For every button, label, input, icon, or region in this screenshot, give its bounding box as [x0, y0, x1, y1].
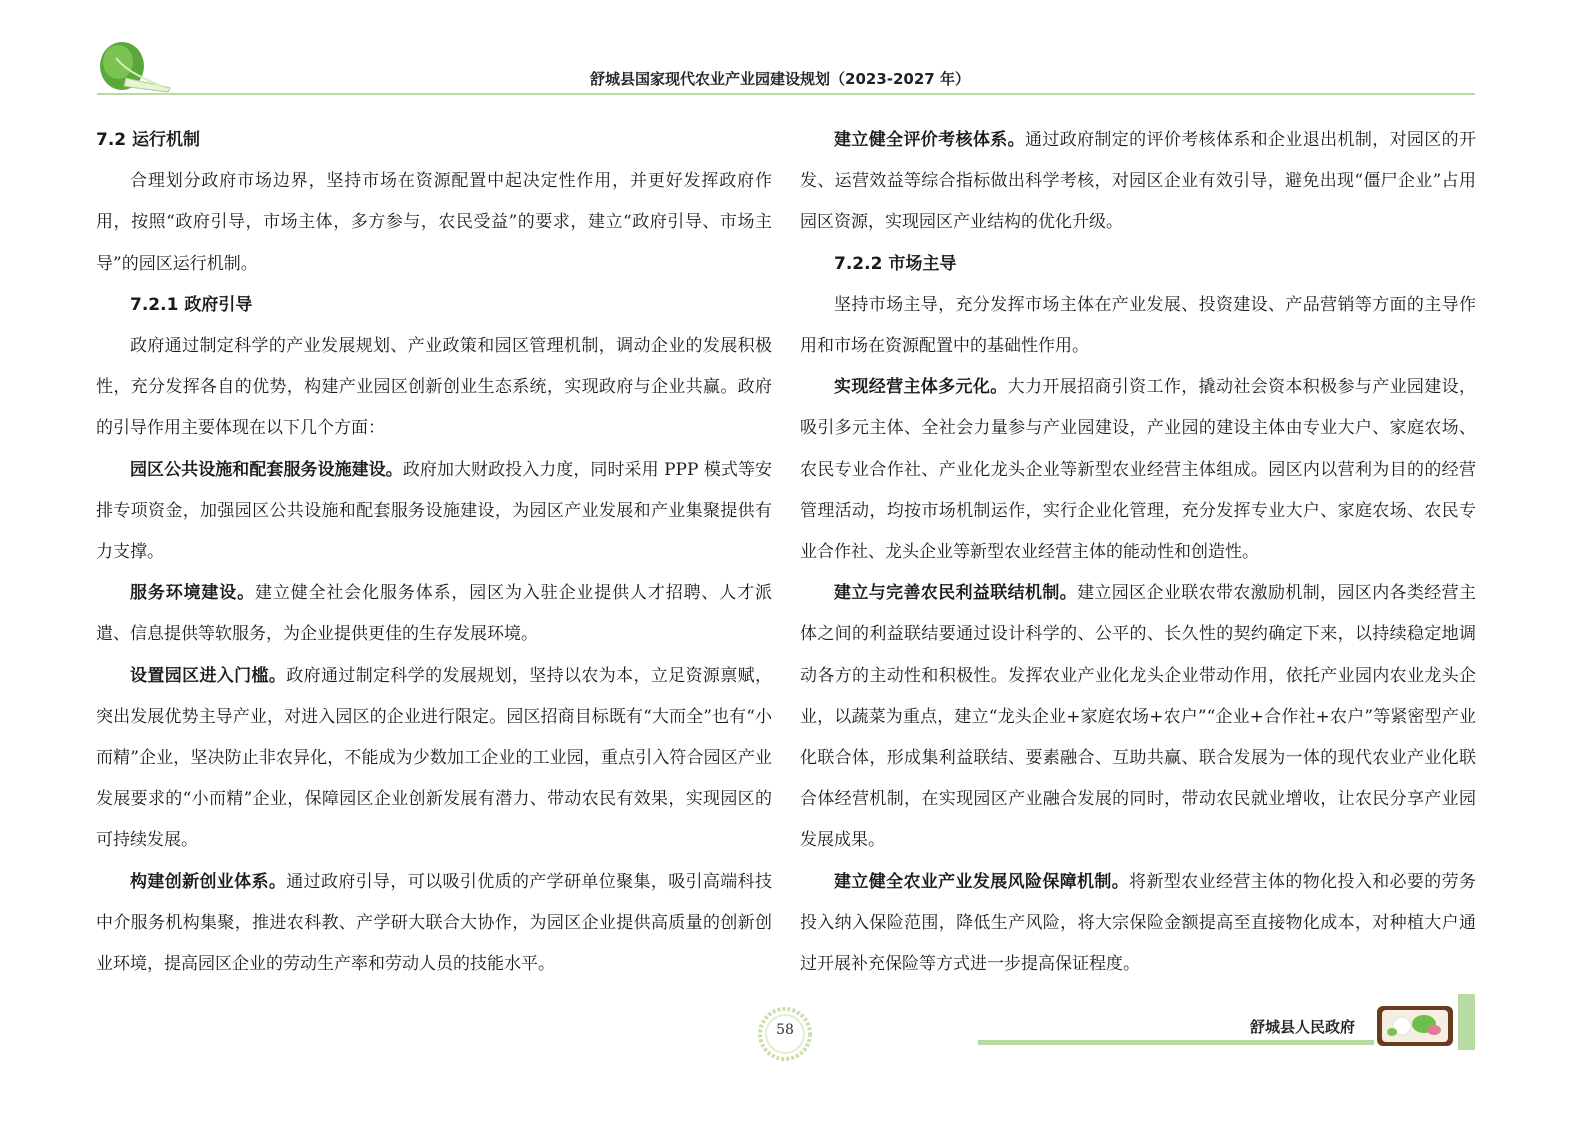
lead-term: 实现经营主体多元化。 — [834, 377, 1008, 398]
lead-term: 设置园区进入门槛。 — [130, 665, 287, 686]
lead-term: 构建创新创业体系。 — [130, 871, 287, 892]
header-divider — [97, 93, 1475, 95]
paragraph-body: 建立健全社会化服务体系，园区为入驻企业提供人才招聘、人才派遣、信息提供等软服务，为企业提供更佳的生存发展环境。 — [96, 583, 772, 645]
bok-choy-icon — [96, 38, 174, 94]
right-column — [800, 120, 1476, 985]
paragraph-diversified-operators — [800, 367, 1476, 573]
paragraph-market: 坚持市场主导，充分发挥市场主体在产业发展、投资建设、产品营销等方面的主导作用和市场在资源配置中的基础性作用。 — [800, 294, 1476, 357]
footer-organization: 舒城县人民政府 — [1249, 1018, 1355, 1036]
paragraph-entry-threshold — [96, 656, 772, 862]
lead-term: 服务环境建设。 — [130, 583, 255, 604]
document-title: 舒城县国家现代农业产业园建设规划（2023-2027 年） — [590, 70, 970, 88]
paragraph-body: 通过政府制定的评价考核体系和企业退出机制，对园区的开发、运营效益等综合指标做出科学考核，对园区企业有效引导，避免出现“僵尸企业”占用园区资源，实现园区产业结构的优化升级。 — [800, 130, 1477, 233]
subsection-heading-7-2-2: 7.2.2 市场主导 — [834, 253, 957, 274]
paragraph-body: 通过政府引导，可以吸引优质的产学研单位聚集，吸引高端科技中介服务机构集聚，推进农科教、产学研大联合大协作，为园区企业提供高质量的创新创业环境，提高园区企业的劳动生产率和劳动人员的技能水平。 — [96, 871, 772, 975]
paragraph-innovation — [96, 862, 772, 986]
lead-term: 建立健全农业产业发展风险保障机制。 — [834, 871, 1130, 892]
paragraph-intro: 合理划分政府市场边界，坚持市场在资源配置中起决定性作用，并更好发挥政府作用，按照“政府引导，市场主体，多方参与，农民受益”的要求，建立“政府引导、市场主导”的园区运行机制。 — [96, 171, 772, 274]
footer-divider — [978, 1040, 1374, 1045]
subsection-heading-7-2-1: 7.2.1 政府引导 — [130, 294, 253, 315]
page-number: 58 — [776, 1022, 794, 1038]
lead-term: 建立与完善农民利益联结机制。 — [834, 583, 1078, 604]
section-heading-7-2: 7.2 运行机制 — [96, 130, 201, 150]
paragraph-body: 将新型农业经营主体的物化投入和必要的劳务投入纳入保险范围，降低生产风险，将大宗保险金额提高至直接物化成本，对种植大户通过开展补充保险等方式进一步提高保证程度。 — [800, 871, 1477, 975]
paragraph-risk-protection — [800, 862, 1476, 986]
paragraph-body: 政府加大财政投入力度，同时采用 PPP 模式等安排专项资金，加强园区公共设施和配套服务设施建设，为园区产业发展和产业集聚提供有力支撑。 — [96, 459, 773, 563]
paragraph-body: 建立园区企业联农带农激励机制，园区内各类经营主体之间的利益联结要通过设计科学的、公平的、长久性的契约确定下来，以持续稳定地调动各方的主动性和积极性。发挥农业产业化龙头企业带动作用，依托产业园内农业龙头企业，以蔬菜为重点，建立“龙头企业+家庭农场+农户”“企业+合作社+农户”等紧密型产业化联合体，形成集利益联结、要素融合、互助共赢、联合发展为一体的现代农业产业化联合体经营机制，在实现园区产业融合发展的同时，带动农民就业增收，让农民分享产业园发展成果。 — [800, 583, 1477, 851]
paragraph-body: 政府通过制定科学的发展规划，坚持以农为本，立足资源禀赋，突出发展优势主导产业，对进入园区的企业进行限定。园区招商目标既有“大而全”也有“小而精”企业，坚决防止非农异化，不能成为少数加工企业的工业园，重点引入符合园区产业发展要求的“小而精”企业，保障园区企业创新发展有潜力、带动农民有效果，实现园区的可持续发展。 — [96, 665, 772, 851]
paragraph-body: 大力开展招商引资工作，撬动社会资本积极参与产业园建设，吸引多元主体、全社会力量参与产业园建设，产业园的建设主体由专业大户、家庭农场、农民专业合作社、产业化龙头企业等新型农业经营主体组成。园区内以营利为目的的经营管理活动，均按市场机制运作，实行企业化管理，充分发挥专业大户、家庭农场、农民专业合作社、龙头企业等新型农业经营主体的能动性和创造性。 — [800, 377, 1477, 563]
lead-term: 园区公共设施和配套服务设施建设。 — [130, 459, 403, 480]
left-column — [96, 120, 772, 985]
vegetable-plate-icon — [1376, 1004, 1454, 1048]
lead-term: 建立健全评价考核体系。 — [834, 130, 1025, 150]
paragraph-evaluation — [800, 120, 1476, 244]
paragraph-government: 政府通过制定科学的产业发展规划、产业政策和园区管理机制，调动企业的发展积极性，充分发挥各自的优势，构建产业园区创新创业生态系统，实现政府与企业共赢。政府的引导作用主要体现在以下几个方面： — [96, 336, 772, 439]
paragraph-farmer-interests — [800, 573, 1476, 861]
paragraph-public-facilities — [96, 450, 772, 574]
paragraph-service-environment — [96, 573, 772, 655]
footer-accent-bar — [1458, 994, 1475, 1050]
